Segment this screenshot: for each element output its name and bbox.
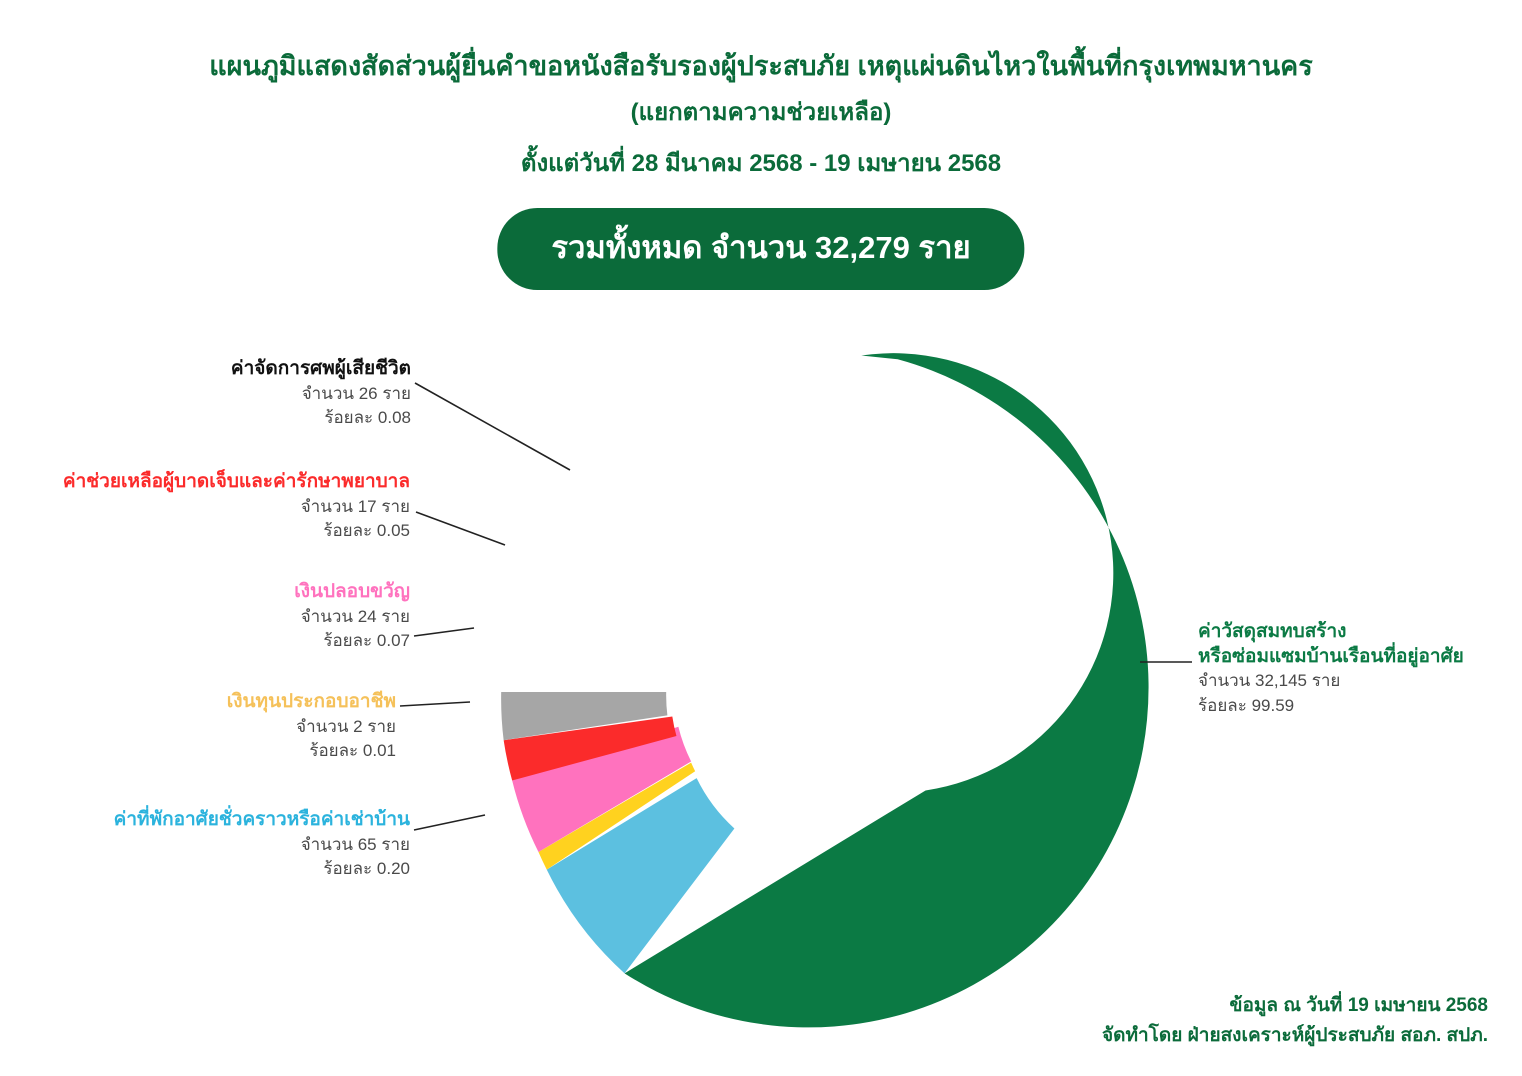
label-death-percent: ร้อยละ 0.08 — [324, 408, 411, 428]
total-badge: รวมทั้งหมด จำนวน 32,279 ราย — [497, 208, 1024, 290]
label-morale-percent: ร้อยละ 0.07 — [323, 631, 410, 651]
label-career-title: เงินทุนประกอบอาชีพ — [226, 691, 396, 712]
label-death-count: จำนวน 26 ราย — [301, 383, 411, 403]
label-death-title: ค่าจัดการศพผู้เสียชีวิต — [230, 358, 411, 379]
label-shelter-percent: ร้อยละ 0.20 — [323, 859, 410, 879]
label-shelter-title: ค่าที่พักอาศัยชั่วคราวหรือค่าเช่าบ้าน — [113, 809, 410, 830]
label-repair-title-2: หรือซ่อมแซมบ้านเรือนที่อยู่อาศัย — [1198, 645, 1464, 667]
donut-svg — [487, 352, 1167, 1032]
label-injury-percent: ร้อยละ 0.05 — [323, 521, 410, 541]
footer-line-1: ข้อมูล ณ วันที่ 19 เมษายน 2568 — [1229, 995, 1488, 1017]
label-career-count: จำนวน 2 ราย — [296, 716, 396, 736]
leader-morale — [414, 628, 474, 636]
label-career — [100, 690, 396, 764]
label-shelter — [70, 808, 410, 882]
chart-title-line-1: แผนภูมิแสดงสัดส่วนผู้ยื่นคำขอหนังสือรับรองผู้ประสบภัย เหตุแผ่นดินไหวในพื้นที่กรุงเทพมหานคร — [209, 51, 1313, 81]
leader-career — [400, 702, 470, 706]
label-repair-count: จำนวน 32,145 ราย — [1198, 671, 1341, 691]
label-repair-percent: ร้อยละ 99.59 — [1198, 696, 1295, 716]
leader-shelter — [414, 815, 485, 830]
footer — [1102, 991, 1488, 1050]
label-repair-title-1: ค่าวัสดุสมทบสร้าง — [1198, 621, 1347, 642]
label-morale-count: จำนวน 24 ราย — [300, 606, 410, 626]
label-injury-count: จำนวน 17 ราย — [300, 496, 410, 516]
label-morale — [100, 580, 410, 654]
label-career-percent: ร้อยละ 0.01 — [309, 741, 396, 761]
chart-header — [0, 50, 1522, 182]
chart-date-range: ตั้งแต่วันที่ 28 มีนาคม 2568 - 19 เมษายน 2568 — [520, 149, 1002, 177]
chart-title-line-2: (แยกตามความช่วยเหลือ) — [630, 98, 892, 126]
footer-line-2: จัดทำโดย ฝ่ายสงเคราะห์ผู้ประสบภัย สอภ. สปภ. — [1102, 1024, 1488, 1046]
label-injury-title: ค่าช่วยเหลือผู้บาดเจ็บและค่ารักษาพยาบาล — [62, 471, 410, 492]
label-death — [196, 357, 411, 431]
label-morale-title: เงินปลอบขวัญ — [294, 581, 410, 602]
label-shelter-count: จำนวน 65 ราย — [300, 834, 410, 854]
label-repair — [1198, 620, 1498, 719]
label-injury — [28, 470, 410, 544]
donut-chart — [487, 352, 1167, 1032]
